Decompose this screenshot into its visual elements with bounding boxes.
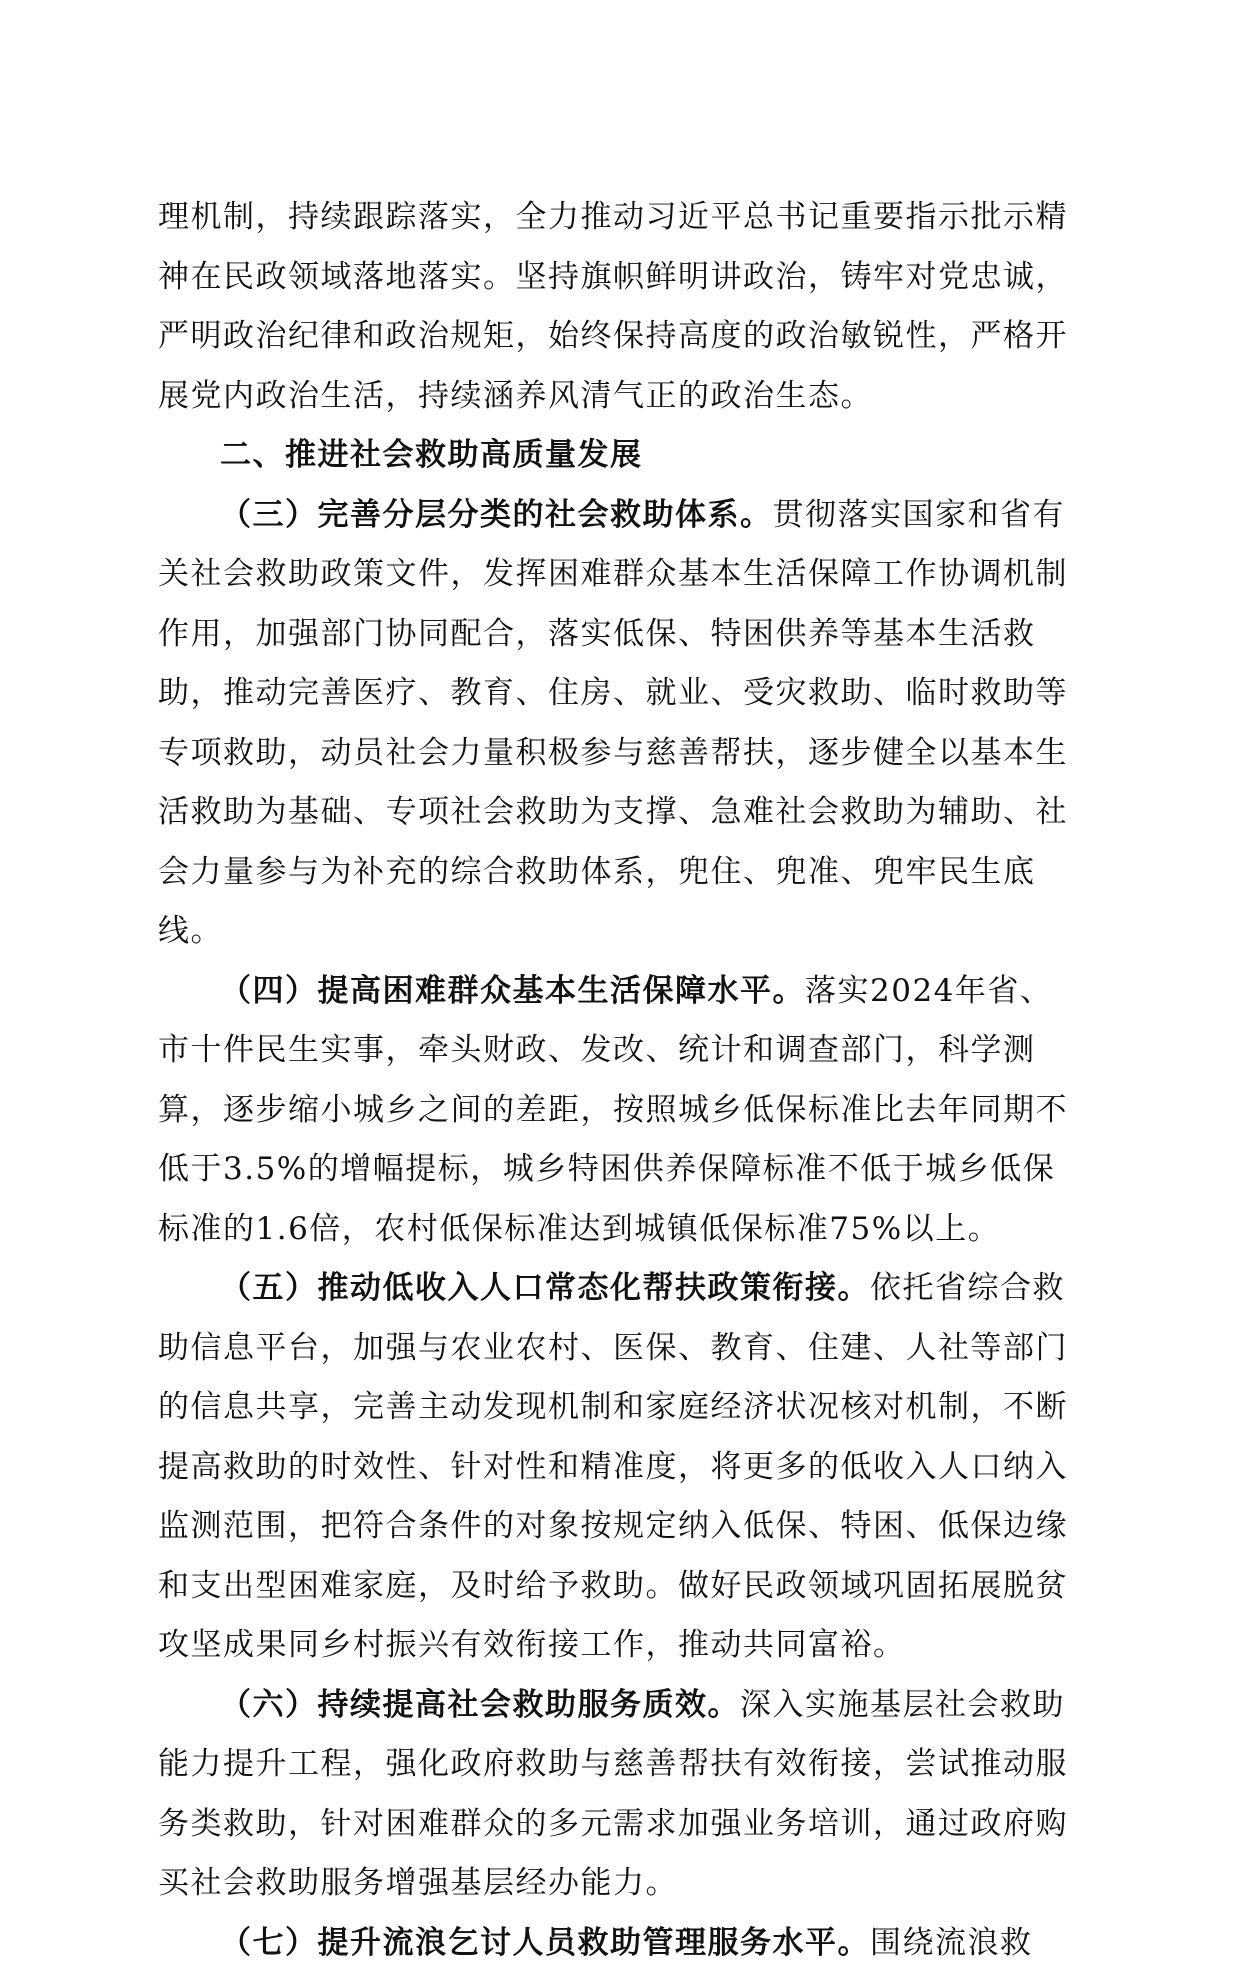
continuation-paragraph: 理机制，持续跟踪落实，全力推动习近平总书记重要指示批示精神在民政领域落地落实。坚持旗帜鲜明讲政治，铸牢对党忠诚，严明政治纪律和政治规矩，始终保持高度的政治敏锐性，严格开展党内政治生活，持续涵养风清气正的政治生态。 [158, 188, 1078, 426]
document-body [158, 188, 1078, 1973]
paragraph-4-lead: （四）提高困难群众基本生活保障水平。 [220, 973, 805, 1009]
paragraph-5-body: 依托省综合救助信息平台，加强与农业农村、医保、教育、住建、人社等部门的信息共享，完善主动发现机制和家庭经济状况核对机制，不断提高救助的时效性、针对性和精准度，将更多的低收入人口纳入监测范围，把符合条件的对象按规定纳入低保、特困、低保边缘和支出型困难家庭，及时给予救助。做好民政领域巩固拓展脱贫攻坚成果同乡村振兴有效衔接工作，推动共同富裕。 [158, 1270, 1068, 1663]
paragraph-6 [158, 1676, 1078, 1914]
paragraph-7-body: 围绕流浪救 [870, 1925, 1033, 1961]
paragraph-5-lead: （五）推动低收入人口常态化帮扶政策衔接。 [220, 1270, 870, 1306]
paragraph-5 [158, 1259, 1078, 1676]
section-heading: 二、推进社会救助高质量发展 [158, 426, 1078, 486]
paragraph-4 [158, 962, 1078, 1260]
paragraph-6-lead: （六）持续提高社会救助服务质效。 [220, 1687, 740, 1723]
paragraph-3-body: 贯彻落实国家和省有关社会救助政策文件，发挥困难群众基本生活保障工作协调机制作用，加强部门协同配合，落实低保、特困供养等基本生活救助，推动完善医疗、教育、住房、就业、受灾救助、临时救助等专项救助，动员社会力量积极参与慈善帮扶，逐步健全以基本生活救助为基础、专项社会救助为支撑、急难社会救助为辅助、社会力量参与为补充的综合救助体系，兜住、兜准、兜牢民生底线。 [158, 497, 1068, 950]
paragraph-3-lead: （三）完善分层分类的社会救助体系。 [220, 497, 773, 533]
paragraph-7-lead: （七）提升流浪乞讨人员救助管理服务水平。 [220, 1925, 870, 1961]
paragraph-4-body: 落实2024年省、市十件民生实事，牵头财政、发改、统计和调查部门，科学测算，逐步缩小城乡之间的差距，按照城乡低保标准比去年同期不低于3.5%的增幅提标，城乡特困供养保障标准不低于城乡低保标准的1.6倍，农村低保标准达到城镇低保标准75%以上。 [158, 973, 1068, 1247]
paragraph-7 [158, 1914, 1078, 1973]
paragraph-3 [158, 486, 1078, 962]
paragraph-6-body: 深入实施基层社会救助能力提升工程，强化政府救助与慈善帮扶有效衔接，尝试推动服务类救助，针对困难群众的多元需求加强业务培训，通过政府购买社会救助服务增强基层经办能力。 [158, 1687, 1068, 1902]
